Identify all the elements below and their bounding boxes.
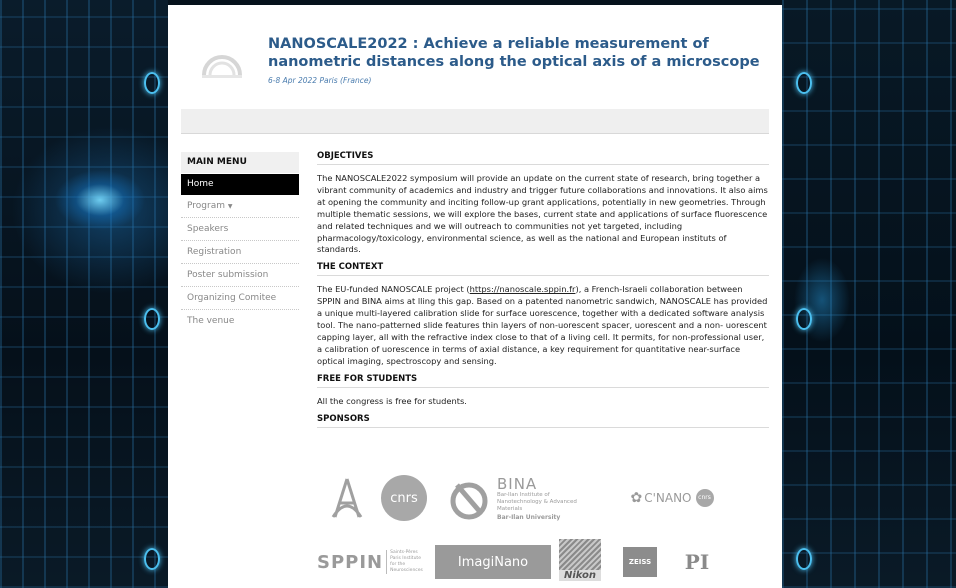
menu-item-label: Organizing Comitee <box>187 293 277 303</box>
main-menu <box>181 152 299 332</box>
section-text-students: All the congress is free for students. <box>317 395 467 406</box>
menu-item-label: Poster submission <box>187 270 269 280</box>
bina-name: BINA <box>497 475 538 493</box>
ring-light <box>796 548 812 570</box>
cnano-text: C'NANO <box>644 491 692 505</box>
event-date: 6-8 Apr 2022 Paris (France) <box>268 76 372 85</box>
site-logo[interactable] <box>198 45 246 85</box>
ring-light <box>796 308 812 330</box>
bina-emblem-icon <box>447 477 491 521</box>
section-title-objectives: OBJECTIVES <box>317 151 769 165</box>
section-text-objectives: The NANOSCALE2022 symposium will provide an update on the current state of research, bring together a vibrant community of academics and industry and trigger future collaborations and innovations. It also aims at opening the community and inciting follow-up grant applications, potentially in new geometries. Through multiple thematic sessions, we will explore the bases, current state and applications of surface fluorescence and related techniques and we will outreach to communities not yet targeted, including pharmacology/toxicology, environmental science, as well as the national and European instituts of standards. <box>317 173 768 255</box>
section-title-sponsors: SPONSORS <box>317 414 769 428</box>
main-content <box>317 151 769 428</box>
top-navbar <box>181 109 769 134</box>
cnrs-logo-text: cnrs <box>390 490 418 506</box>
zeiss-text: ZEISS <box>628 558 652 566</box>
cnano-logo[interactable] <box>617 487 727 509</box>
menu-title: MAIN MENU <box>181 152 299 173</box>
caret-down-icon: ▼ <box>227 203 233 210</box>
nikon-logo[interactable] <box>559 539 601 581</box>
sponsor-logos <box>317 467 777 588</box>
ring-light <box>144 308 160 330</box>
section-text-context <box>317 284 769 367</box>
section-title-context: THE CONTEXT <box>317 262 769 276</box>
zeiss-logo[interactable] <box>623 547 657 577</box>
context-text-start: The EU-funded NANOSCALE project ( <box>317 284 470 295</box>
nikon-text: Nikon <box>559 570 601 581</box>
menu-item-home[interactable] <box>181 174 299 195</box>
bina-subtitle: Bar-Ilan Institute of Nanotechnology & Advanced Materials <box>497 492 577 512</box>
sppin-subtitle: Saints-Pères Paris Institute for the Neurosciences <box>386 550 427 574</box>
bina-university: Bar-Ilan University <box>497 514 561 521</box>
menu-item-label: Program <box>187 201 225 211</box>
cnrs-logo[interactable] <box>381 475 427 521</box>
menu-item-registration[interactable] <box>181 241 299 264</box>
sppin-logo[interactable] <box>317 545 427 579</box>
menu-item-poster-submission[interactable] <box>181 264 299 287</box>
context-text-end: ), a French-Israeli collaboration between SPPIN and BINA aims at lling this gap. Based on a patented nanometric sandwich, NANOSCALE has provided a unique multi-layered calibration slide for surface uorescence, together with a dedicated software analysis tool. The nano-patterned slide features thin layers of non-uorescent spacer, uorescent and a non- uorescent capping layer, all with the refractive index close to that of a living cell. It permits, for non-professional user, a calibration of uorescence in terms of axial distance, a key requirement for quantitative near-surface optical imaging, spectroscopy and sensing. <box>317 284 768 366</box>
imaginano-text: ImagiNano <box>457 554 529 570</box>
sppin-text: SPPIN <box>317 551 384 573</box>
pi-text: PI <box>684 550 710 574</box>
ring-light <box>796 72 812 94</box>
section-title-students: FREE FOR STUDENTS <box>317 374 769 388</box>
menu-item-label: Speakers <box>187 224 229 234</box>
page <box>168 5 782 588</box>
imaginano-logo[interactable] <box>435 545 551 579</box>
menu-item-label: Registration <box>187 247 242 257</box>
cnano-dots-icon: ✿ <box>630 490 643 506</box>
menu-item-program[interactable] <box>181 195 299 218</box>
header <box>168 5 782 105</box>
menu-item-venue[interactable] <box>181 310 299 332</box>
nanoscale-link[interactable]: https://nanoscale.sppin.fr <box>469 284 576 295</box>
menu-item-organizing-comitee[interactable] <box>181 287 299 310</box>
ring-light <box>144 72 160 94</box>
background-left-panel <box>0 0 168 588</box>
menu-item-label: The venue <box>187 316 235 326</box>
menu-item-label: Home <box>187 179 214 189</box>
ring-light <box>144 548 160 570</box>
universite-paris-logo[interactable] <box>327 475 367 521</box>
bina-logo[interactable] <box>447 471 597 527</box>
pi-logo[interactable] <box>677 547 717 577</box>
page-title: NANOSCALE2022 : Achieve a reliable measurement of nanometric distances along the optical axis of a microscope <box>268 36 760 70</box>
cnano-cnrs-badge: cnrs <box>696 489 714 507</box>
menu-item-speakers[interactable] <box>181 218 299 241</box>
